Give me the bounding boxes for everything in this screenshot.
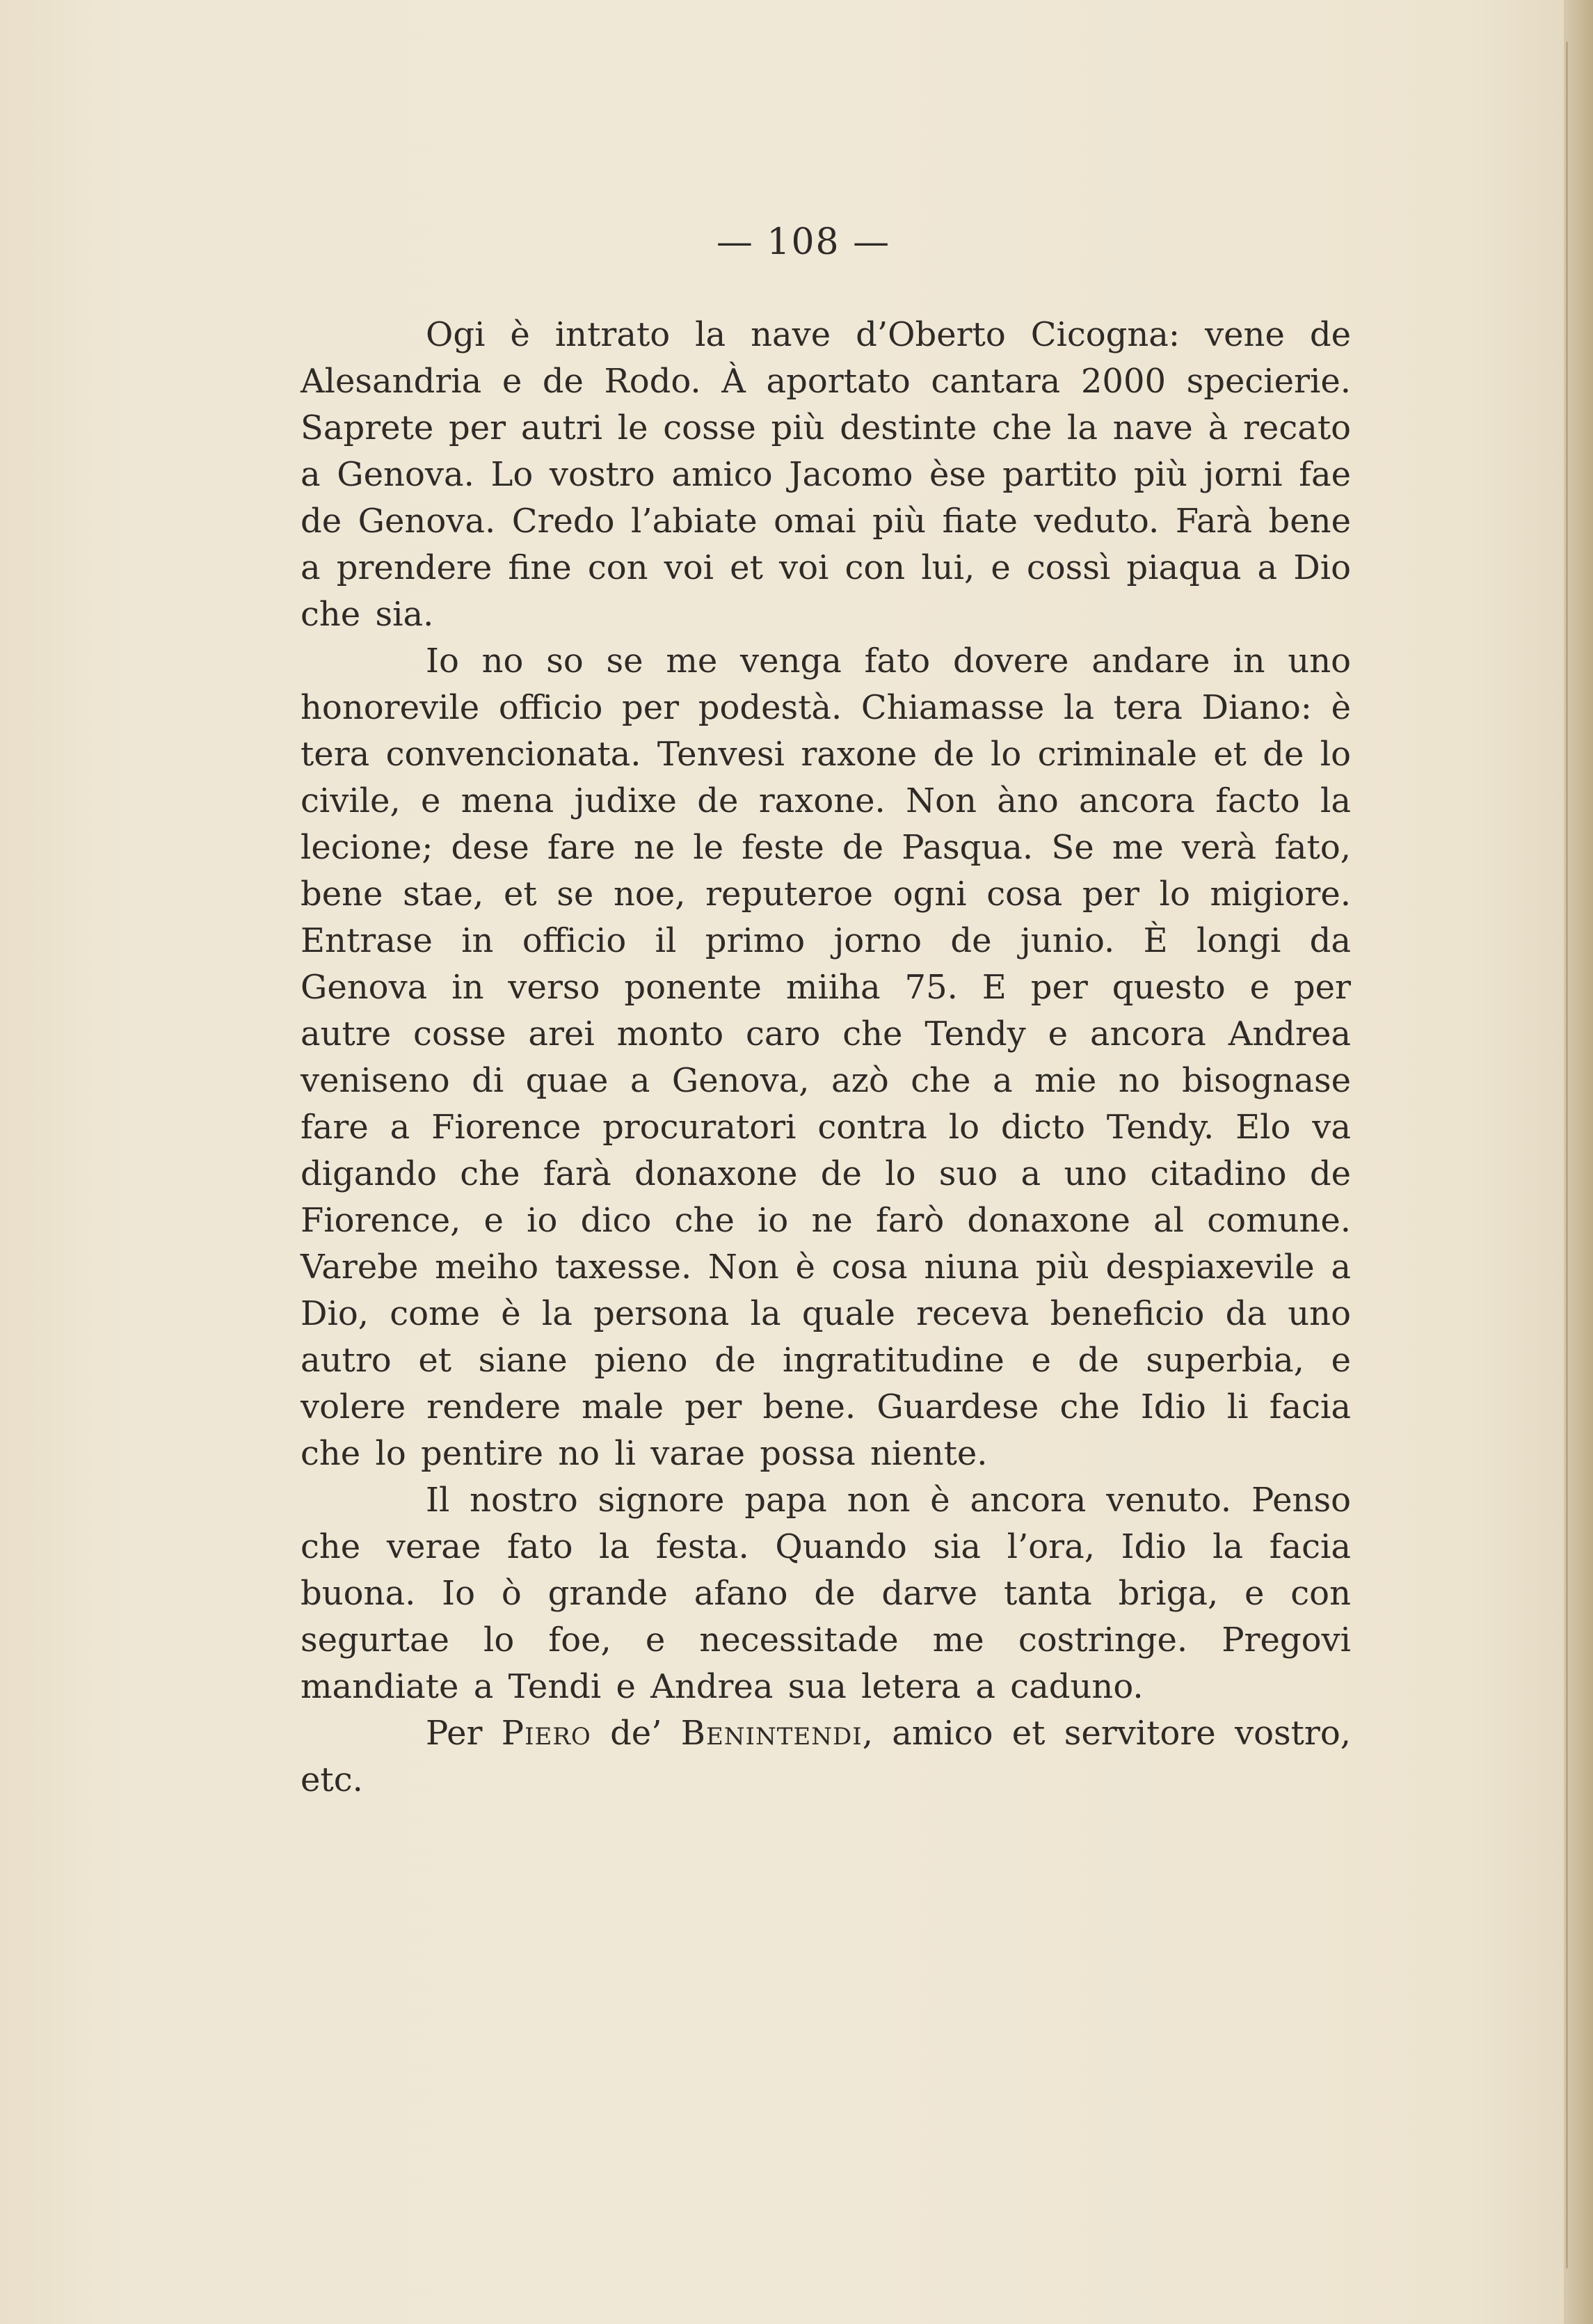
body-text [301,312,1351,1804]
page-edge [1564,0,1593,2324]
paragraph-2: Io no so se me venga fato dovere andare in uno honorevile officio per podestà. Chiamasse la tera Diano: è tera convencionata. Tenvesi raxone de lo criminale et de lo civile, e mena judixe de raxone. Non àno ancora facto la lecione; dese fare ne le feste de Pasqua. Se me verà fato, bene stae, et se noe, reputeroe ogni cosa per lo migiore. Entrase in officio il primo jorno de junio. È longi da Genova in verso ponente miiha 75. E per questo e per autre cosse arei monto caro che Tendy e ancora Andrea veniseno di quae a Genova, azò che a mie no bisognase fare a Fiorence procuratori contra lo dicto Tendy. Elo va digando che farà donaxone de lo suo a uno citadino de Fiorence, e io dico che io ne farò donaxone al comune. Varebe meiho taxesse. Non è cosa niuna più despiaxevile a Dio, come è la persona la quale receva beneficio da uno autro et siane pieno de ingratitudine e de superbia, e volere rendere male per bene. Guardese che Idio li facia che lo pentire no li varae possa niente. [301,642,1351,1473]
closing-mid: de’ [610,1714,662,1753]
closing-suffix: , amico et servitore vostro, etc. [301,1714,1351,1799]
binding-rule [1566,42,1568,2268]
paragraph-1: Ogi è intrato la nave d’Oberto Cicogna: vene de Alesandria e de Rodo. À aportato cantara 2000 specierie. Saprete per autri le cosse più destinte che la nave à recato a Genova. Lo vostro amico Jacomo èse partito più jorni fae de Genova. Credo l’abiate omai più fiate veduto. Farà bene a prendere fine con voi et voi con lui, e cossì piaqua a Dio che sia. [301,315,1351,634]
closing-name-first: Piero [501,1714,591,1753]
paragraph-3: Il nostro signore papa non è ancora venuto. Penso che verae fato la festa. Quando sia l’ora, Idio la facia buona. Io ò grande afano de darve tanta briga, e con segurtae lo foe, e necessitade me costringe. Pregovi mandiate a Tendi e Andrea sua letera a caduno. [301,1481,1351,1706]
closing-name-last: Benintendi [680,1714,863,1753]
closing-line [301,1710,1351,1804]
closing-prefix: Per [426,1714,483,1753]
page-number: — 108 — [716,221,891,263]
